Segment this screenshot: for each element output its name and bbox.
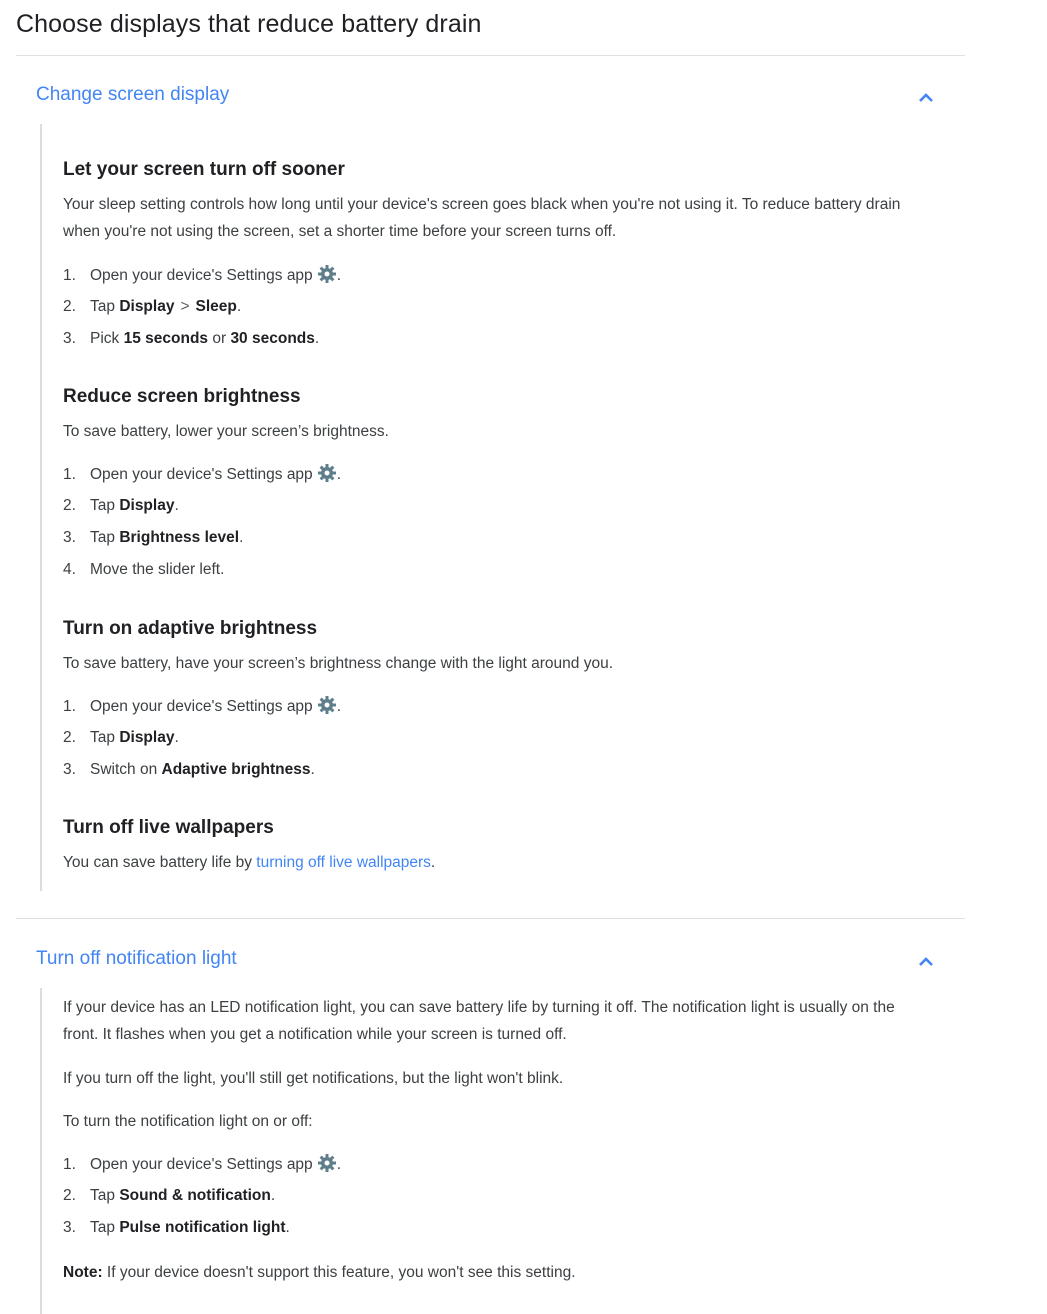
heading-adaptive-brightness: Turn on adaptive brightness xyxy=(63,618,318,639)
chevron-right-icon: > xyxy=(180,298,190,315)
notification-steps xyxy=(63,1153,341,1249)
brightness-description: To save battery, lower your screen’s brightness. xyxy=(63,423,389,440)
list-item: 3. Tap Pulse notification light. xyxy=(63,1219,290,1236)
list-item: 2. Tap Display. xyxy=(63,729,179,746)
heading-live-wallpapers: Turn off live wallpapers xyxy=(63,817,274,838)
settings-gear-icon xyxy=(317,463,337,483)
list-item: 2. Tap Display > Sleep. xyxy=(63,296,341,328)
settings-gear-icon xyxy=(317,695,337,715)
section-change-screen-display-header[interactable] xyxy=(16,78,965,114)
divider xyxy=(16,55,965,56)
section-title[interactable]: Turn off notification light xyxy=(36,948,237,969)
notification-light-p2: If you turn off the light, you'll still get notifications, but the light won't blink. xyxy=(63,1070,564,1087)
notification-light-p3: To turn the notification light on or off: xyxy=(63,1113,313,1130)
sleep-description: Your sleep setting controls how long until your device's screen goes black when you're not using it. To reduce battery drain when you're not using the screen, set a shorter time before your screen turns off. xyxy=(63,196,901,240)
note: Note: If your device doesn't support this feature, you won't see this setting. xyxy=(63,1264,576,1281)
list-item: 3. Pick 15 seconds or 30 seconds. xyxy=(63,330,320,347)
heading-screen-off-sooner: Let your screen turn off sooner xyxy=(63,159,345,180)
section-notification-light-header[interactable] xyxy=(16,942,965,978)
list-item: 1. Open your device's Settings app . xyxy=(63,695,341,727)
list-item: 2. Tap Sound & notification. xyxy=(63,1187,276,1204)
list-item: 1. Open your device's Settings app . xyxy=(63,1153,341,1185)
adaptive-steps xyxy=(63,695,341,791)
notification-light-p1: If your device has an LED notification light, you can save battery life by turning it off. The notification light is usually on the front. It flashes when you get a notification while your screen is turned off. xyxy=(63,999,895,1043)
chevron-up-icon[interactable] xyxy=(916,90,936,106)
sleep-steps xyxy=(63,264,341,360)
adaptive-description: To save battery, have your screen’s brightness change with the light around you. xyxy=(63,655,614,672)
list-item: 2. Tap Display. xyxy=(63,497,179,514)
settings-gear-icon xyxy=(317,1153,337,1173)
list-item: 3. Tap Brightness level. xyxy=(63,529,244,546)
list-item: 4. Move the slider left. xyxy=(63,561,225,578)
settings-gear-icon xyxy=(317,264,337,284)
divider xyxy=(16,918,965,919)
list-item: 3. Switch on Adaptive brightness. xyxy=(63,761,315,778)
heading-reduce-brightness: Reduce screen brightness xyxy=(63,386,301,407)
section-notification-light-body xyxy=(40,988,895,1314)
section-title[interactable]: Change screen display xyxy=(36,84,230,105)
chevron-up-icon[interactable] xyxy=(916,954,936,970)
list-item: 1. Open your device's Settings app . xyxy=(63,463,341,495)
section-change-screen-display-body xyxy=(40,124,901,891)
wallpaper-description: You can save battery life by turning off live wallpapers. xyxy=(63,854,436,871)
brightness-steps xyxy=(63,463,341,591)
page-title: Choose displays that reduce battery drain xyxy=(16,10,482,38)
turning-off-live-wallpapers-link[interactable]: turning off live wallpapers xyxy=(256,854,431,871)
list-item: 1. Open your device's Settings app . xyxy=(63,264,341,296)
note-label: Note: xyxy=(63,1264,103,1281)
